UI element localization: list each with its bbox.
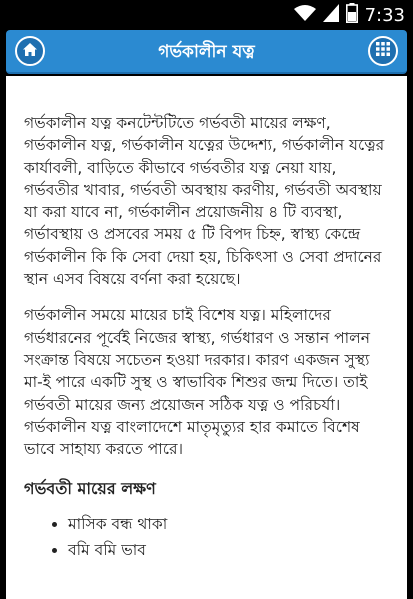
home-icon: [22, 42, 38, 61]
section-heading: গর্ভবতী মায়ের লক্ষণ: [24, 479, 156, 499]
content-scroll-area[interactable]: [6, 76, 407, 599]
symptom-list: [24, 513, 389, 562]
signal-icon: [323, 4, 339, 26]
wifi-icon: [294, 4, 316, 26]
status-icons: [294, 4, 405, 26]
home-button[interactable]: [15, 36, 45, 66]
care-paragraph: গর্ভকালীন সময়ে মায়ের চাই বিশেষ যত্ন। মহিলাদের গর্ভধারনের পূর্বেই নিজের স্বাস্থ্য, গর্ভধারণ ও সন্তান পালন সংক্রান্ত বিষয়ে সচেতন হওয়া দরকার। কারণ একজন সুস্থ্য মা-ই পারে একটি সুস্থ ও স্বাভাবিক শিশুর জন্ম দিতে। তাই গর্ভবতী মায়ের জন্য প্রয়োজন সঠিক যত্ন ও পরিচর্যা। গর্ভকালীন যত্ন বাংলাদেশে মাতৃমৃত্যুর হার কমাতে বিশেষ ভাবে সাহায্য করতে পারে।: [24, 306, 370, 459]
intro-paragraph: গর্ভকালীন যত্ন কনটেন্টটিতে গর্ভবতী মায়ের লক্ষণ, গর্ভকালীন যত্ন, গর্ভকালীন যত্নের উদ্দেশ্য, গর্ভকালীন যত্নের কার্যাবলী, বাড়িতে কীভাবে গর্ভবতীর যত্ন নেয়া যায়, গর্ভবতীর খাবার, গর্ভবতী অবস্থায় করণীয়, গর্ভবতী অবস্থায় যা করা যাবে না, গর্ভকালীন প্রয়োজনীয় ৪ টি ব্যবস্থা, গর্ভাবস্থায় ও প্রসবের সময় ৫ টি বিপদ চিহ্ন, স্বাস্থ্য কেন্দ্রে গর্ভকালীন কি কি সেবা দেয়া হয়, চিকিৎসা ও সেবা প্রদানের স্থান এসব বিষয়ে বর্ণনা করা হয়েছে।: [24, 114, 385, 289]
status-time: 7:33: [364, 4, 405, 26]
battery-icon: [346, 3, 358, 27]
status-bar: [0, 0, 413, 30]
menu-button[interactable]: [368, 36, 398, 66]
list-item: • মাসিক বন্ধ থাকা: [68, 513, 389, 535]
app-title: গর্ভকালীন যত্ন: [158, 42, 255, 62]
list-item: • বমি বমি ভাব: [68, 539, 389, 561]
grid-menu-icon: [375, 41, 391, 61]
app-bar: [6, 30, 407, 74]
